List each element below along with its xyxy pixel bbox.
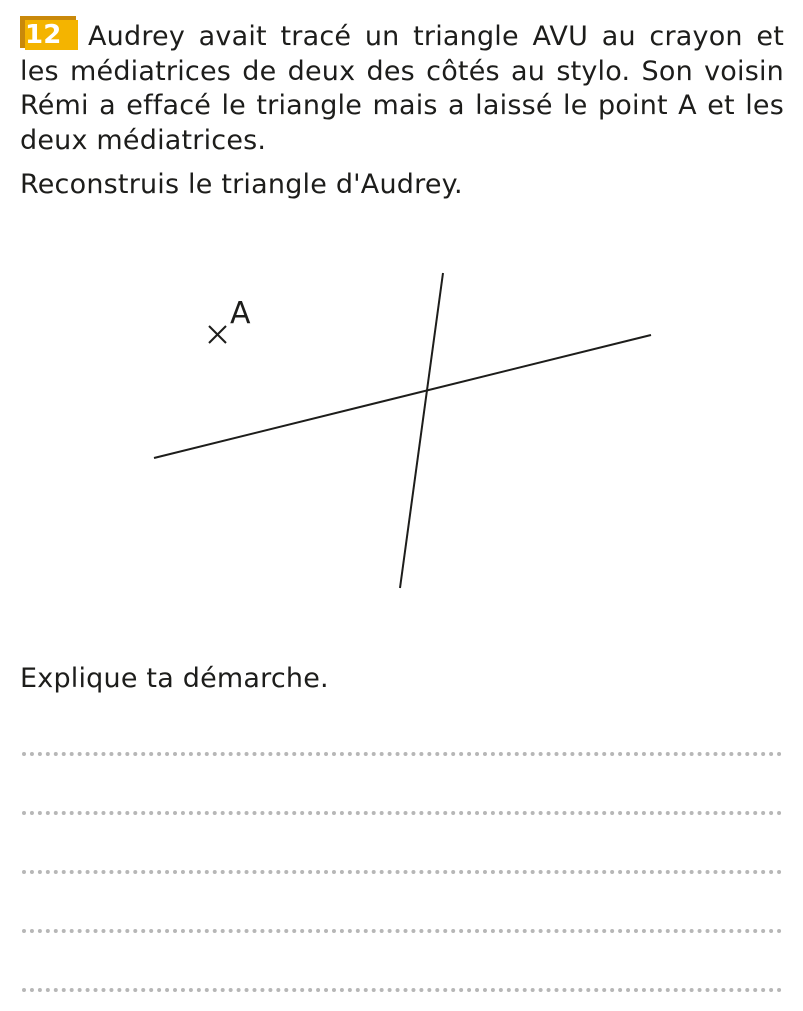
perpendicular-bisector-2 (400, 273, 443, 588)
point-a-label: A (230, 296, 251, 331)
perpendicular-bisector-1 (154, 335, 651, 458)
statement-text: Audrey avait tracé un triangle AVU au crayon et les médiatrices de deux des côtés au stylo. Son voisin Rémi a effacé le triangle mais a laissé le point A et les deux médiatrices. (20, 21, 784, 156)
answer-line-3[interactable] (22, 870, 782, 874)
instruction-text: Reconstruis le triangle d'Audrey. (20, 169, 463, 200)
answer-line-5[interactable] (22, 988, 782, 992)
point-a-cross (209, 326, 226, 343)
exercise-number: 12 (25, 20, 78, 50)
explain-prompt: Explique ta démarche. (20, 663, 329, 694)
answer-line-2[interactable] (22, 811, 782, 815)
answer-line-4[interactable] (22, 929, 782, 933)
answer-line-1[interactable] (22, 752, 782, 756)
